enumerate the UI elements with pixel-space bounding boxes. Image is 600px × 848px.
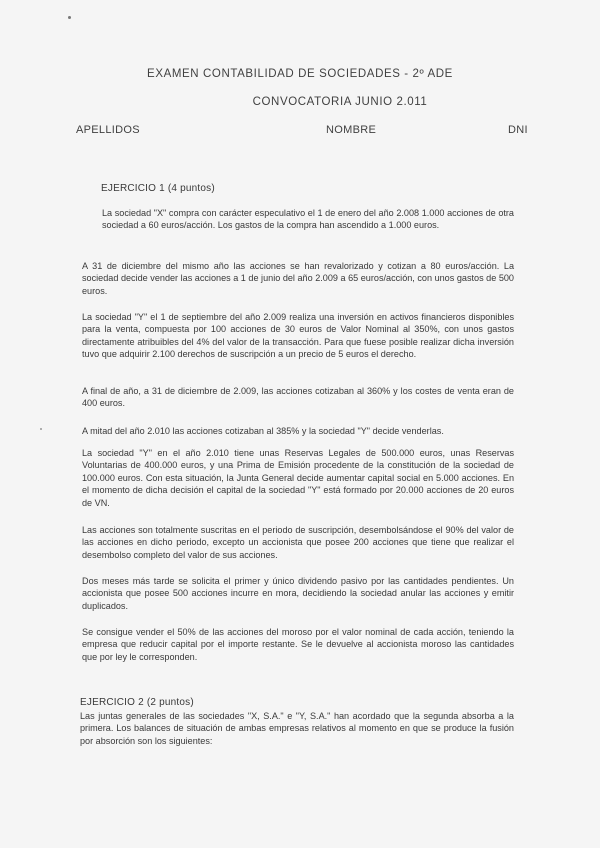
exercise-1-paragraph: A final de año, a 31 de diciembre de 2.009, las acciones cotizaban al 360% y los costes de venta eran de 400 euros. — [82, 386, 514, 409]
exercise-1-paragraph: A 31 de diciembre del mismo año las acciones se han revalorizado y cotizan a 80 euros/acción. La sociedad decide vender las acciones a 1 de junio del año 2.009 a 65 euros/acción, con unos gastos de 500 euros. — [82, 261, 514, 296]
exercise-1-paragraph: A mitad del año 2.010 las acciones cotizaban al 385% y la sociedad "Y" decide venderlas. — [82, 426, 444, 436]
exam-session: CONVOCATORIA JUNIO 2.011 — [252, 96, 428, 108]
exam-title: EXAMEN CONTABILIDAD DE SOCIEDADES - 2º ADE — [147, 68, 453, 80]
exercise-1-paragraph: La sociedad "Y" el 1 de septiembre del año 2.009 realiza una inversión en activos financieros disponibles para la venta, compuesta por 100 acciones de 30 euros de Valor Nominal al 350%, con unos gastos directamente atribuibles del 4% del valor de la transacción. Para que fuese posible realizar dicha inversión tuvo que adquirir 2.100 derechos de suscripción a un precio de 5 euros el derecho. — [82, 312, 514, 360]
exercise-1-heading: EJERCICIO 1 (4 puntos) — [101, 183, 215, 194]
exercise-1-paragraph: Dos meses más tarde se solicita el primer y único dividendo pasivo por las cantidades pendientes. Un accionista que posee 500 acciones incurre en mora, decidiendo la sociedad anular las acciones y emitir duplicados. — [82, 576, 514, 611]
field-nombre-label: NOMBRE — [326, 124, 377, 136]
exercise-1-paragraph: La sociedad "X" compra con carácter especulativo el 1 de enero del año 2.008 1.000 acciones de otra sociedad a 60 euros/acción. Los gastos de la compra han ascendido a 1.000 euros. — [102, 208, 514, 231]
exercise-2-heading: EJERCICIO 2 (2 puntos) — [80, 697, 194, 708]
exercise-1-paragraph: Se consigue vender el 50% de las acciones del moroso por el valor nominal de cada acción, teniendo la empresa que reducir capital por el importe restante. Se le devuelve al accionista moroso las cantidades que por ley le corresponden. — [82, 627, 514, 662]
exercise-2-paragraph: Las juntas generales de las sociedades "X, S.A." e "Y, S.A." han acordado que la segunda absorba a la primera. Los balances de situación de ambas empresas relativos al momento en que se produce la fusión por absorción son los siguientes: — [80, 711, 514, 746]
field-dni-label: DNI — [508, 124, 528, 136]
field-apellidos-label: APELLIDOS — [76, 124, 140, 136]
exercise-1-paragraph: Las acciones son totalmente suscritas en el periodo de suscripción, desembolsándose el 90% del valor de las acciones en dicho periodo, excepto un accionista que posee 200 acciones que tiene que realizar el desembolso completo del valor de sus acciones. — [82, 525, 514, 560]
exercise-1-paragraph: La sociedad "Y" en el año 2.010 tiene unas Reservas Legales de 500.000 euros, unas Reservas Voluntarias de 400.000 euros, y una Prima de Emisión procedente de la constitución de la sociedad de 100.000 euros. Con esta situación, la Junta General decide aumentar capital social en 5.000 acciones. En el momento de dicha decisión el capital de la sociedad "Y" está formado por 20.000 acciones de 20 euros de VN. — [82, 448, 514, 508]
scan-speck — [40, 428, 42, 430]
scan-speck — [68, 16, 71, 19]
